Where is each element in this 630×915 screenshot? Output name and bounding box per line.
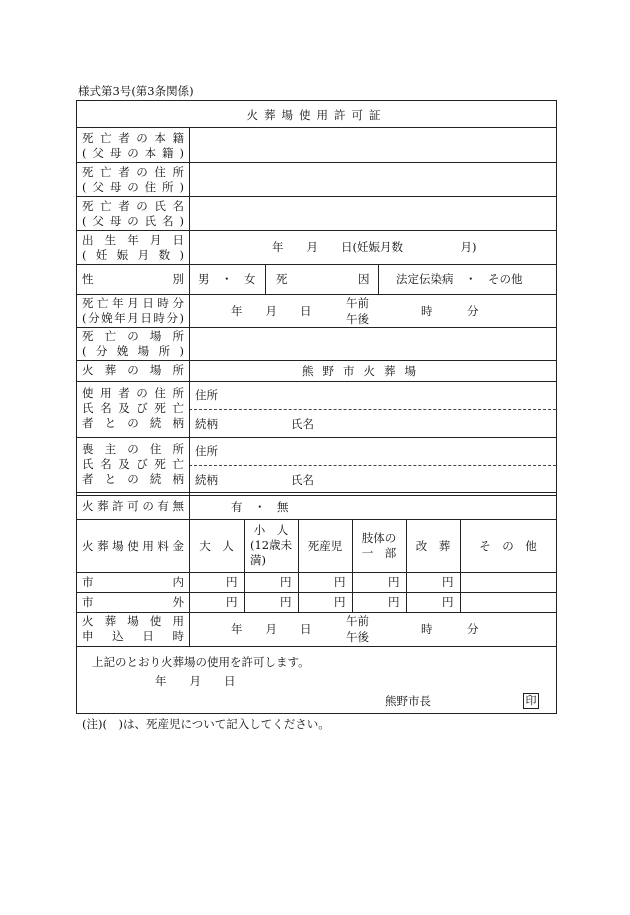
label-birth: 出 生 年 月 日 ( 妊 娠 月 数 )	[82, 233, 184, 262]
yen-inside-limb: 円	[388, 575, 400, 589]
yen-inside-stillbirth: 円	[334, 575, 346, 589]
label-fee-outside: 市 外	[82, 595, 184, 609]
cause-label-left: 死	[276, 272, 288, 286]
label-fee-inside: 市 内	[82, 575, 184, 589]
form-title: 火葬場使用許可証	[246, 108, 387, 122]
yen-inside-adult: 円	[226, 575, 238, 589]
death-hm: 時 分	[421, 304, 479, 318]
permit-value: 有 ・ 無	[231, 500, 289, 514]
permit-date: 年 月 日	[155, 674, 236, 688]
label-sex: 性 別	[82, 272, 184, 286]
label-permit: 火 葬 許 可 の 有 無	[82, 499, 184, 513]
yen-inside-reburial: 円	[442, 575, 454, 589]
crematorium-value: 熊野市火葬場	[302, 364, 425, 378]
label-address: 死 亡 者 の 住 所 ( 父 母 の 住 所 )	[82, 165, 184, 194]
mourner-relation-label: 続柄	[195, 473, 218, 487]
label-name: 死 亡 者 の 氏 名 ( 父 母 の 氏 名 )	[82, 199, 184, 228]
sex-value: 男 ・ 女	[198, 272, 256, 286]
label-death-place: 死 亡 の 場 所 ( 分 娩 場 所 )	[82, 329, 184, 358]
user-relation-label: 続柄	[195, 417, 218, 431]
infection-value: 法定伝染病 ・ その他	[396, 272, 523, 286]
fee-header-child-2: (12歳未	[250, 538, 293, 552]
mourner-address-label: 住所	[195, 444, 218, 458]
user-address-label: 住所	[195, 388, 218, 402]
application-ymd: 年 月 日	[231, 622, 312, 636]
yen-outside-stillbirth: 円	[334, 595, 346, 609]
yen-outside-adult: 円	[226, 595, 238, 609]
cause-label-right: 因	[358, 272, 370, 286]
yen-outside-reburial: 円	[442, 595, 454, 609]
fee-header-adult: 大 人	[199, 539, 234, 553]
form-number: 様式第3号(第3条関係)	[78, 84, 194, 98]
yen-outside-child: 円	[280, 595, 292, 609]
fee-header-child-3: 満)	[250, 553, 266, 567]
death-pm: 午後	[346, 312, 369, 326]
label-application: 火 葬 場 使 用 申 込 日 時	[82, 614, 184, 643]
fee-header-stillbirth: 死産児	[307, 539, 343, 553]
yen-outside-limb: 円	[388, 595, 400, 609]
permit-statement: 上記のとおり火葬場の使用を許可します。	[92, 655, 310, 669]
label-death-time: 死 亡 年 月 日 時 分 ( 分 娩 年 月 日 時 分 )	[82, 296, 184, 325]
footnote: (注)( )は、死産児について記入してください。	[82, 717, 330, 731]
user-name-label: 氏名	[291, 417, 314, 431]
seal-mark: 印	[523, 693, 539, 709]
label-crematorium: 火 葬 の 場 所	[82, 363, 184, 377]
fee-header-limb-2: 一 部	[361, 546, 397, 560]
mourner-name-label: 氏名	[291, 473, 314, 487]
application-pm: 午後	[346, 630, 369, 644]
fee-header-other: そ の 他	[479, 539, 537, 553]
label-honseki: 死 亡 者 の 本 籍 ( 父 母 の 本 籍 )	[82, 131, 184, 160]
label-fee: 火 葬 場 使 用 料 金	[82, 539, 184, 553]
application-hm: 時 分	[421, 622, 479, 636]
death-ymd: 年 月 日	[231, 304, 312, 318]
fee-header-child-1: 小 人	[253, 523, 289, 537]
fee-header-reburial: 改 葬	[415, 539, 451, 553]
fee-header-limb-1: 肢体の	[361, 531, 397, 545]
application-am: 午前	[346, 614, 369, 628]
birth-value: 年 月 日(妊娠月数 月)	[272, 240, 477, 254]
yen-inside-child: 円	[280, 575, 292, 589]
death-am: 午前	[346, 296, 369, 310]
mayor-title: 熊野市長	[385, 694, 431, 708]
label-chief-mourner: 喪 主 の 住 所 氏 名 及 び 死 亡 者 と の 続 柄	[82, 442, 184, 486]
label-user: 使 用 者 の 住 所 氏 名 及 び 死 亡 者 と の 続 柄	[82, 386, 184, 430]
